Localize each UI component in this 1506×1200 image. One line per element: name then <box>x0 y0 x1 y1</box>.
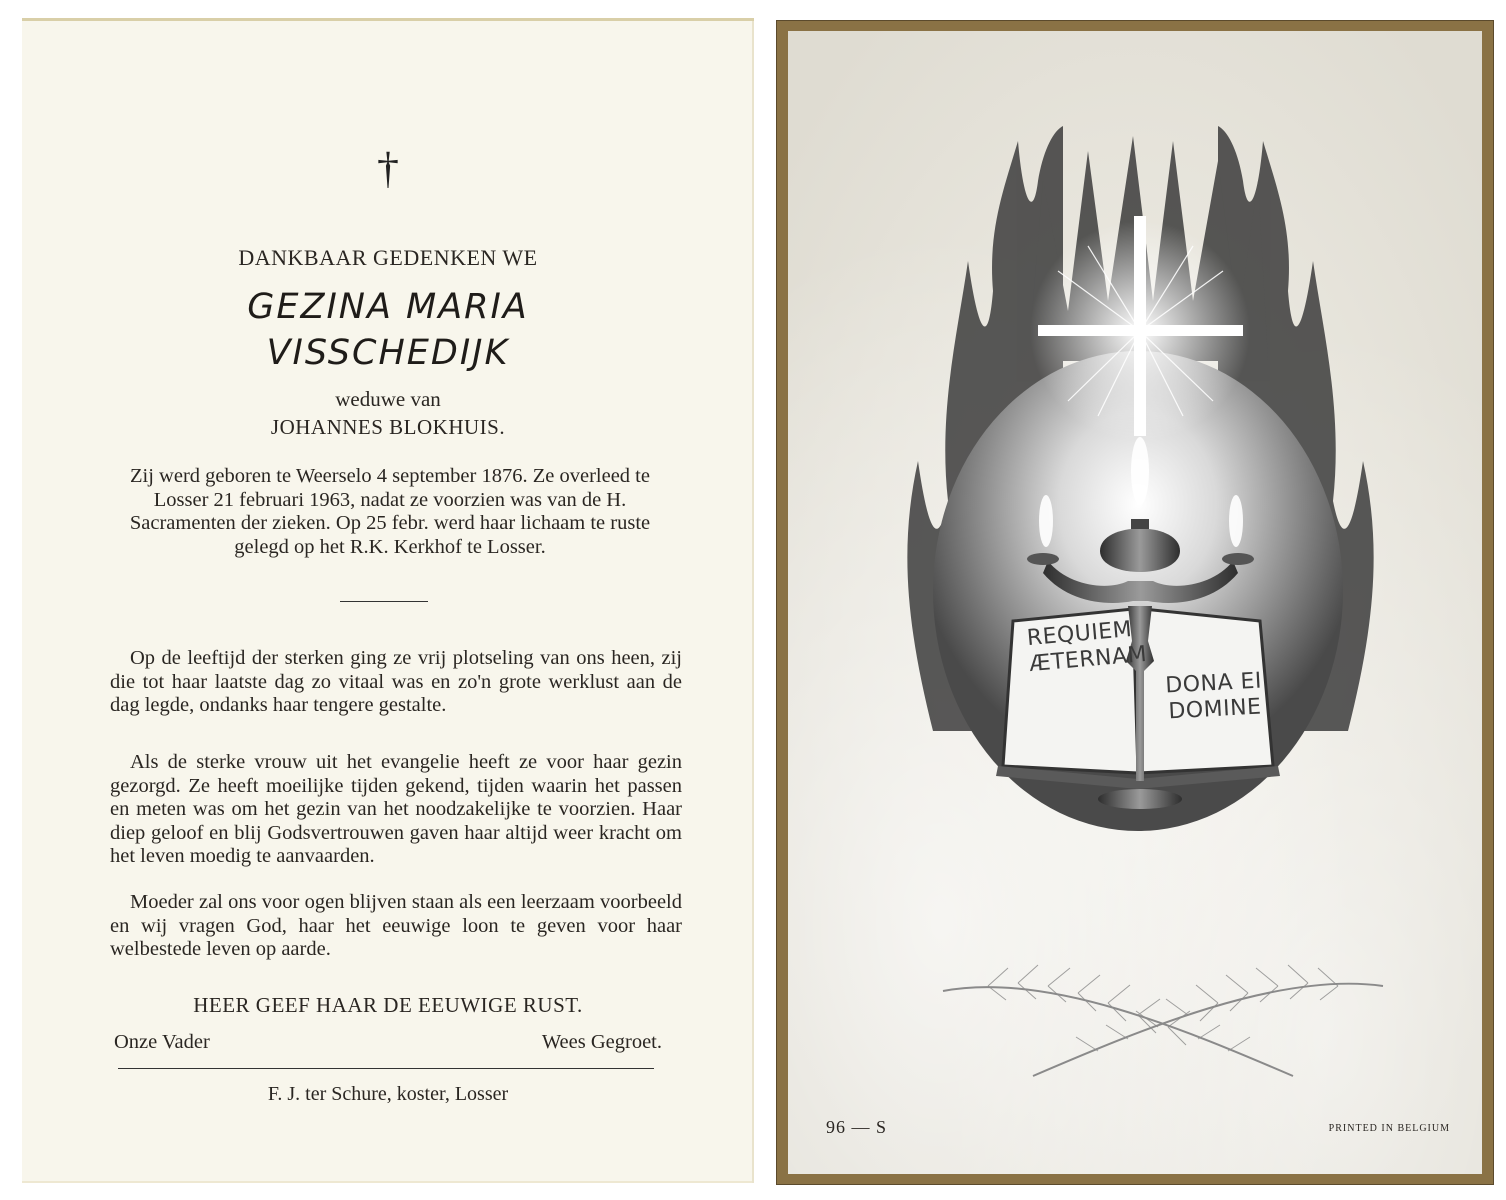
divider-long <box>118 1068 654 1069</box>
devotional-illustration <box>788 31 1482 1174</box>
divider-short <box>340 601 428 602</box>
book-text-right <box>1165 669 1264 726</box>
paragraph-3: Moeder zal ons voor ogen blijven staan als een leerzaam voorbeeld en wij vragen God, haar het eeuwige loon te geven voor haar welbestede leven op aarde. <box>110 891 682 960</box>
intro-heading: DANKBAAR GEDENKEN WE <box>238 245 538 270</box>
memorial-card-text-side <box>22 18 754 1183</box>
prayer-right: Wees Gegroet. <box>541 1031 662 1053</box>
closing-prayer: HEER GEEF HAAR DE EEUWIGE RUST. <box>193 993 583 1017</box>
paragraph-2: Als de sterke vrouw uit het evangelie heeft ze voor haar gezin gezorgd. Ze heeft moeilijke tijden gekend, tijden waarin het passen en meten was om het gezin van het noodzakelijke te voorzien. Haar diep geloof en blij Godsvertrouwen gaven haar altijd weer kracht om het leven moedig te aanvaarden. <box>110 751 682 867</box>
prayer-left: Onze Vader <box>114 1031 210 1053</box>
memorial-card-image-side <box>776 20 1494 1185</box>
husband-name: JOHANNES BLOKHUIS. <box>270 415 506 439</box>
relation-text: weduwe van <box>335 387 441 411</box>
biography-text: Zij werd geboren te Weerselo 4 september 1876. Ze overleed te Losser 21 februari 1963, nadat ze voorzien was van de H. Sacramenten der zieken. Op 25 febr. werd haar lichaam te ruste gelegd op het R.K. Kerkhof te Losser. <box>129 465 651 558</box>
image-panel <box>788 31 1482 1174</box>
book-left-line1: REQUIEM <box>1025 617 1134 652</box>
book-right-line1: DONA EI <box>1164 668 1263 699</box>
book-right-line2: DOMINE <box>1167 694 1263 725</box>
deceased-name-first: GEZINA MARIA <box>247 287 529 327</box>
deceased-name-last: VISSCHEDIJK <box>266 333 510 373</box>
printer-credit: F. J. ter Schure, koster, Losser <box>267 1083 509 1105</box>
book-text-left <box>1026 616 1148 678</box>
crossed-palm-branches <box>943 965 1383 1076</box>
book-left-line2: ÆTERNAM <box>1028 641 1149 678</box>
printed-in-label: PRINTED IN BELGIUM <box>1328 1123 1450 1134</box>
cross-symbol: † <box>377 144 399 193</box>
paragraph-1: Op de leeftijd der sterken ging ze vrij plotseling van ons heen, zij die tot haar laatste dag zo vitaal was en zo'n grote werklust aan de dag legde, ondanks haar tengere gestalte. <box>110 647 682 716</box>
card-code: 96 — S <box>826 1117 888 1137</box>
